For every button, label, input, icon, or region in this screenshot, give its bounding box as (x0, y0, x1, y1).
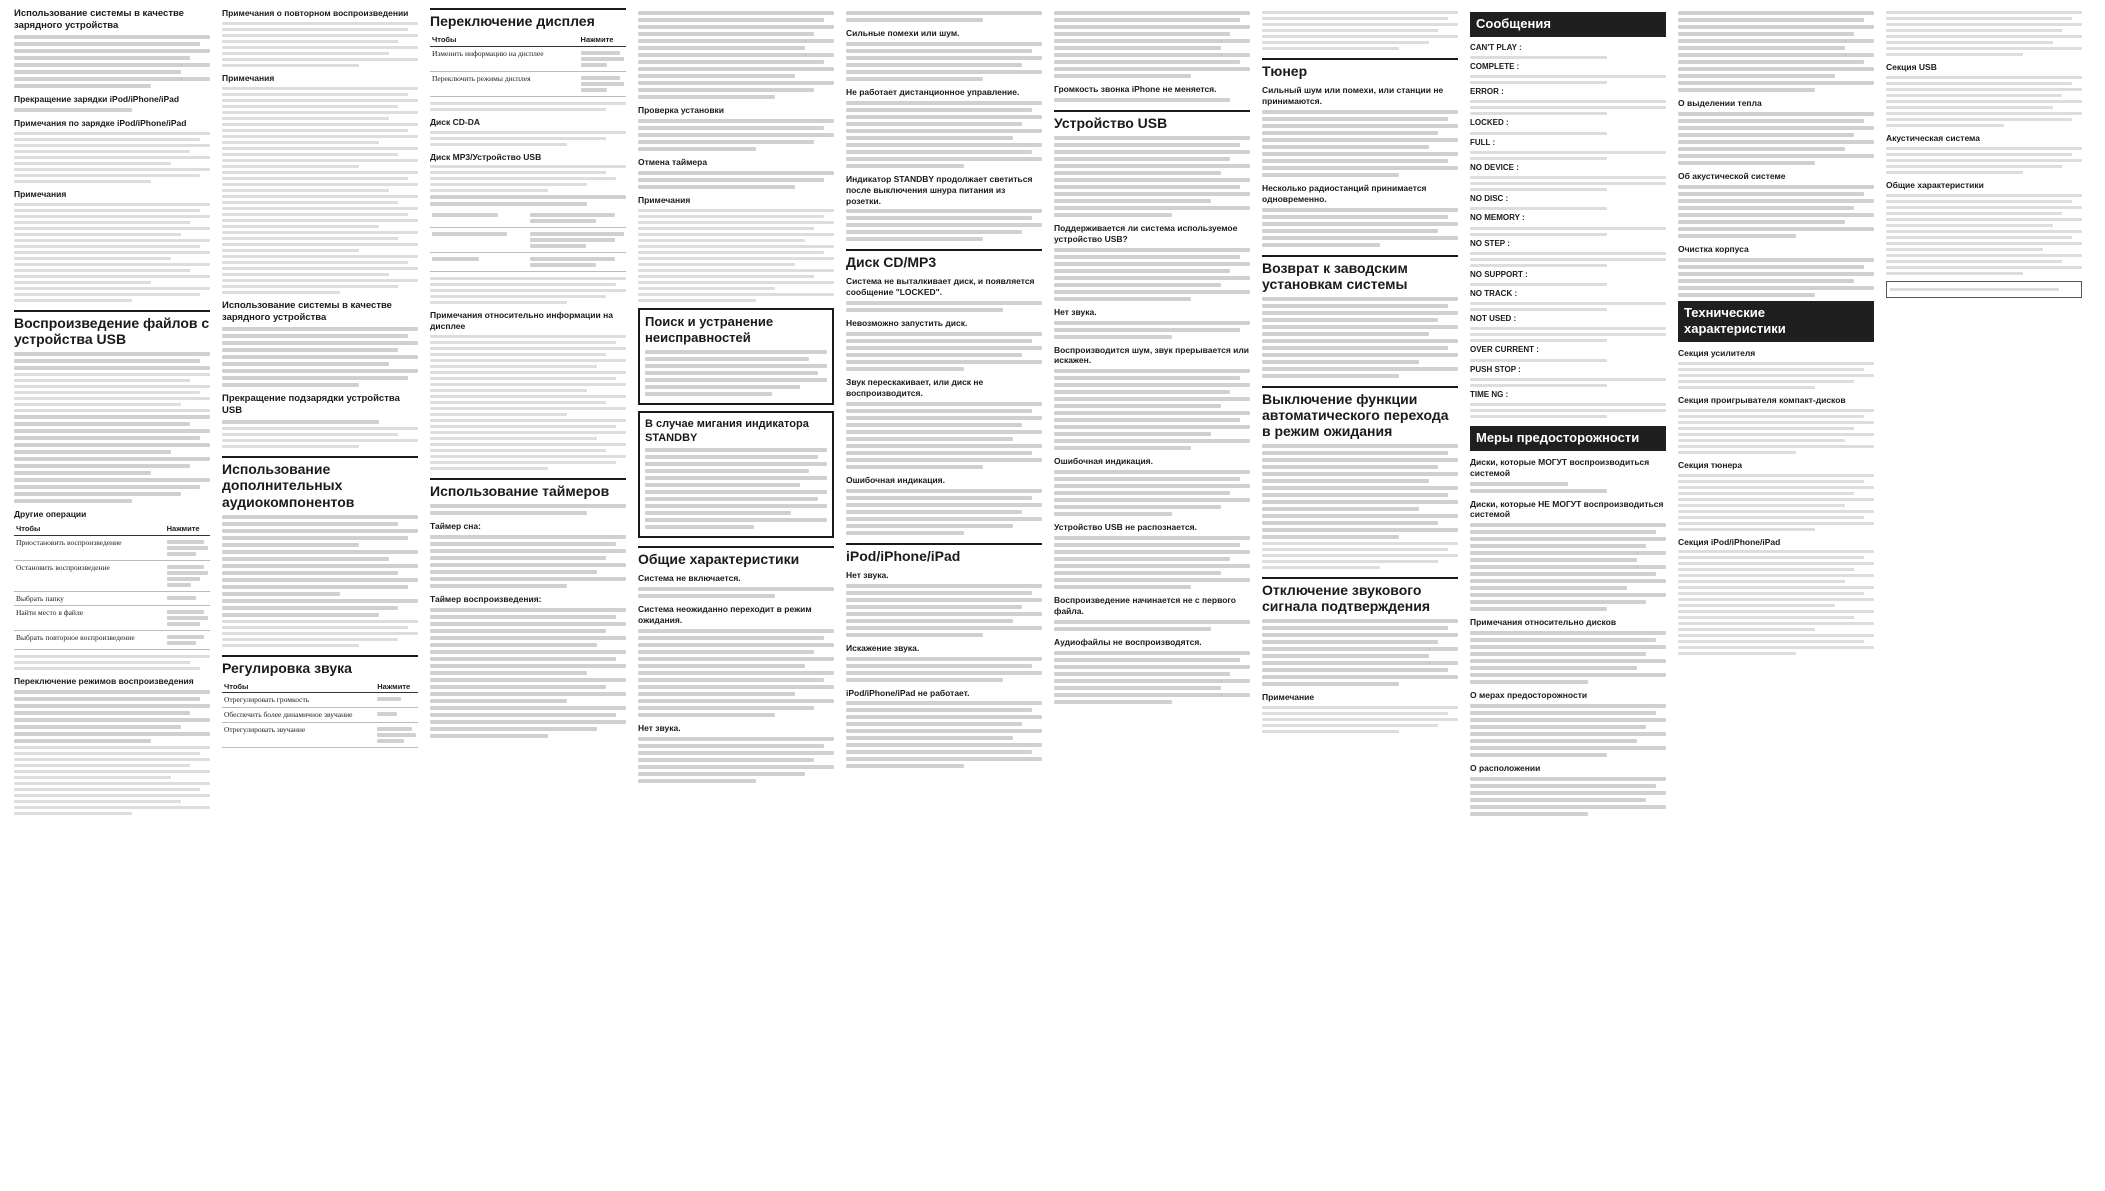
standby-box (638, 411, 834, 538)
heading-note: Примечание (1262, 692, 1315, 703)
heading-playable-discs: Диски, которые МОГУТ воспроизводиться системой (1470, 456, 1650, 478)
message-code: LOCKED : (1470, 118, 1509, 128)
section-beep-off: Отключение звукового сигнала подтверждения (1262, 577, 1458, 614)
heading-ipod-not-work: iPod/iPhone/iPad не работает. (846, 687, 970, 698)
table-row: Обеспечить более динамичное звучание (222, 707, 418, 722)
message-item (1470, 62, 1666, 84)
heading-usb-noise: Воспроизводится шум, звук прерывается или искажен. (1054, 344, 1250, 366)
message-item (1470, 314, 1666, 342)
section-sound-adjust: Регулировка звука (222, 655, 418, 676)
message-code: NO SUPPORT : (1470, 269, 1528, 279)
section-timers: Использование таймеров (430, 478, 626, 499)
heading-ipod-no-sound: Нет звука. (846, 569, 889, 580)
message-item (1470, 43, 1666, 59)
heading-unplayable-discs: Диски, которые НЕ МОГУТ воспроизводиться системой (1470, 498, 1664, 520)
section-specs: Технические характеристики (1678, 301, 1874, 342)
heading-check-setup: Проверка установки (638, 105, 725, 115)
column-5 (846, 8, 1042, 1183)
heading-location: О расположении (1470, 763, 1541, 774)
heading-general-spec: Общие характеристики (1886, 179, 1984, 190)
heading-notes-3: Примечания (638, 194, 691, 205)
section-precautions: Меры предосторожности (1470, 426, 1666, 451)
heading-display-notes: Примечания относительно информации на дисплее (430, 310, 613, 332)
heading-other-ops: Другие операции (14, 509, 87, 520)
footnote-box (1886, 281, 2082, 298)
heading-sleep-timer: Таймер сна: (430, 521, 481, 532)
message-item (1470, 270, 1666, 286)
heading-play-timer: Таймер воспроизведения: (430, 594, 542, 605)
heading-iphone-volume: Громкость звонка iPhone не меняется. (1054, 84, 1217, 94)
heading-standby-lit: Индикатор STANDBY продолжает светиться после выключения шнура питания из розетки. (846, 173, 1033, 206)
message-code: NOT USED : (1470, 314, 1517, 324)
column-6 (1054, 8, 1250, 1183)
heading-usb-wrong-display: Ошибочная индикация. (1054, 456, 1154, 467)
section-auto-standby: Выключение функции автоматического перехода в режим ожидания (1262, 386, 1458, 439)
heading-disc-notes: Примечания относительно дисков (1470, 617, 1617, 628)
table-row: Переключить режимы дисплея (430, 71, 626, 96)
table-row: Выбрать папку (14, 591, 210, 606)
heading-usb-not-recognized: Устройство USB не распознается. (1054, 522, 1198, 533)
message-item (1470, 213, 1666, 235)
section-factory-reset: Возврат к заводским установкам системы (1262, 255, 1458, 292)
table-header-press: Нажмите (165, 523, 210, 535)
message-code: NO DEVICE : (1470, 162, 1519, 172)
section-troubleshooting: Поиск и устранение неисправностей (645, 313, 774, 346)
heading-repeat-notes: Примечания о повторном воспроизведении (222, 8, 409, 18)
heading-usb-supported: Поддерживается ли система используемое устройство USB? (1054, 222, 1238, 244)
column-8 (1470, 8, 1666, 1183)
heading-usb-charging: Использование системы в качестве зарядного устройства (222, 299, 392, 323)
message-code: CAN'T PLAY : (1470, 42, 1522, 52)
heading-heat: О выделении тепла (1678, 98, 1762, 108)
section-optional-components: Использование дополнительных аудиокомпонентов (222, 456, 418, 509)
column-3 (430, 8, 626, 1183)
table-header-action: Чтобы (14, 523, 165, 535)
section-general: Общие характеристики (638, 546, 834, 567)
column-10 (1886, 8, 2082, 1183)
mode-table (430, 209, 626, 272)
section-usb-playback: Воспроизведение файлов с устройства USB (14, 310, 210, 347)
message-code: OVER CURRENT : (1470, 345, 1539, 355)
table-row: Выбрать повторное воспроизведение (14, 631, 210, 650)
troubleshooting-box (638, 308, 834, 405)
heading-tuner-noise: Сильный шум или помехи, или станции не принимаются. (1262, 85, 1444, 106)
section-tuner: Тюнер (1262, 58, 1458, 79)
message-item (1470, 87, 1666, 115)
heading-amp: Секция усилителя (1678, 347, 1756, 358)
message-item (1470, 138, 1666, 160)
column-4 (638, 8, 834, 1183)
message-item (1470, 239, 1666, 267)
message-item (1470, 118, 1666, 134)
message-code: NO TRACK : (1470, 288, 1518, 298)
section-display: Переключение дисплея (430, 8, 626, 29)
heading-disc-not-play: Невозможно запустить диск. (846, 318, 968, 329)
heading-notes-2: Примечания (222, 72, 275, 83)
heading-charging: Использование системы в качестве зарядного устройства (14, 8, 184, 32)
heading-cleaning: Очистка корпуса (1678, 243, 1749, 254)
heading-multi-station: Несколько радиостанций принимается одновременно. (1262, 182, 1427, 204)
message-code: COMPLETE : (1470, 61, 1520, 71)
sound-table: Чтобы Нажмите Отрегулировать громкость Обеспечить более динамичное звучание Отрегулировать звучание (222, 681, 418, 748)
heading-usb-no-sound: Нет звука. (1054, 306, 1097, 317)
messages-list (1470, 43, 1666, 419)
message-item (1470, 163, 1666, 191)
column-7 (1262, 8, 1458, 1183)
table-row: Приостановить воспроизведение (14, 535, 210, 560)
heading-usb-spec: Секция USB (1886, 62, 1937, 72)
heading-mp3-usb: Диск MP3/Устройство USB (430, 151, 542, 162)
message-item (1470, 289, 1666, 311)
column-2 (222, 8, 418, 1183)
message-code: ERROR : (1470, 87, 1504, 97)
heading-usb-not-first: Воспроизведение начинается не с первого файла. (1054, 595, 1237, 616)
heading-stop-charging: Прекращение зарядки iPod/iPhone/iPad (14, 94, 180, 105)
message-item (1470, 194, 1666, 210)
heading-charging-notes: Примечания по зарядке iPod/iPhone/iPad (14, 118, 187, 129)
heading-locked: Система не выталкивает диск, и появляется сообщение "LOCKED". (846, 276, 1035, 298)
heading-no-sound: Нет звука. (638, 722, 681, 733)
heading-tuner-spec: Секция тюнера (1678, 459, 1743, 470)
message-code: NO DISC : (1470, 194, 1509, 204)
heading-stop-usb-charging: Прекращение подзарядки устройства USB (222, 393, 400, 417)
heading-no-power: Система не включается. (638, 573, 741, 584)
heading-standby-blink: В случае мигания индикатора STANDBY (645, 417, 809, 444)
heading-speaker-spec: Акустическая система (1886, 132, 1980, 143)
message-code: NO MEMORY : (1470, 213, 1525, 223)
heading-distortion: Искажение звука. (846, 642, 920, 653)
heading-ipod-spec: Секция iPod/iPhone/iPad (1678, 536, 1781, 547)
heading-audio-not-play: Аудиофайлы не воспроизводятся. (1054, 636, 1202, 647)
column-9 (1678, 8, 1874, 1183)
section-usb-device: Устройство USB (1054, 110, 1250, 131)
section-ipod: iPod/iPhone/iPad (846, 543, 1042, 564)
heading-cd-player: Секция проигрывателя компакт-дисков (1678, 394, 1846, 405)
table-row: Остановить воспроизведение (14, 560, 210, 591)
message-code: FULL : (1470, 137, 1496, 147)
message-item (1470, 345, 1666, 361)
heading-cancel-timer: Отмена таймера (638, 156, 708, 167)
table-row: Найти место в файле (14, 606, 210, 631)
heading-safety: О мерах предосторожности (1470, 690, 1588, 701)
message-item (1470, 390, 1666, 418)
message-item (1470, 365, 1666, 387)
message-code: NO STEP : (1470, 238, 1510, 248)
heading-unexpected-standby: Система неожиданно переходит в режим ожидания. (638, 604, 812, 625)
column-1 (14, 8, 210, 1183)
message-code: PUSH STOP : (1470, 364, 1521, 374)
heading-notes: Примечания (14, 189, 67, 200)
table-row: Изменить информацию на дисплее (430, 46, 626, 71)
heading-noise: Сильные помехи или шум. (846, 28, 960, 38)
display-table: Чтобы Нажмите Изменить информацию на дисплее Переключить режимы дисплея (430, 34, 626, 97)
section-cd-mp3: Диск CD/MP3 (846, 249, 1042, 270)
message-code: TIME NG : (1470, 389, 1509, 399)
table-row: Отрегулировать громкость (222, 693, 418, 708)
section-messages: Сообщения (1470, 12, 1666, 37)
table-row: Отрегулировать звучание (222, 722, 418, 747)
heading-remote: Не работает дистанционное управление. (846, 86, 1020, 97)
heading-play-mode: Переключение режимов воспроизведения (14, 676, 194, 687)
heading-skip: Звук перескакивает, или диск не воспроизводится. (846, 377, 984, 398)
heading-cdda: Диск CD-DA (430, 116, 481, 127)
heading-wrong-display: Ошибочная индикация. (846, 474, 946, 485)
heading-speakers: Об акустической системе (1678, 170, 1786, 181)
ops-table (14, 523, 210, 650)
